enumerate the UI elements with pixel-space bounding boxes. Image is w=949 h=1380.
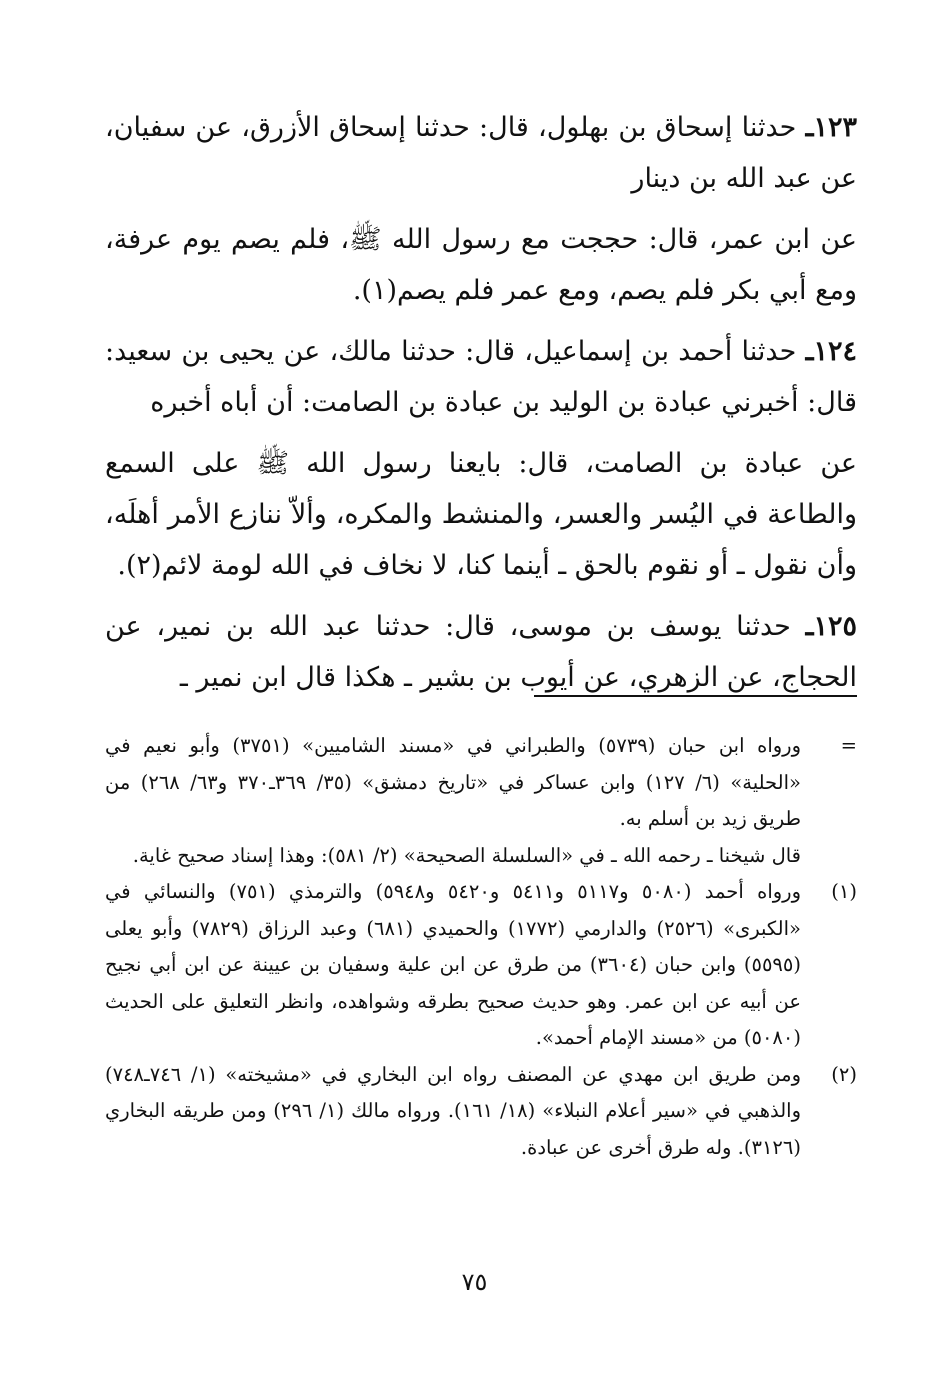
hadith-125-isnad — [105, 601, 857, 703]
footnote-text: ورواه ابن حبان (٥٧٣٩) والطبراني في «مسند الشاميين» (٣٧٥١) وأبو نعيم في «الحلية» (٦/ ١٢٧) وابن عساكر في «تاريخ دمشق» (٣٥/ ٣٦٩ـ٣٧٠ و٦٣/ ٢٦٨) من طريق زيد بن أسلم به. — [105, 734, 802, 830]
footnote-marker: (٢) — [831, 1062, 857, 1086]
main-text — [105, 102, 857, 713]
footnote-divider — [534, 695, 857, 697]
footnote-marker: (١) — [831, 880, 857, 903]
footnote-marker: = — [840, 734, 857, 757]
footnotes — [105, 728, 857, 1166]
footnote-1 — [105, 874, 857, 1057]
footnote-text: ومن طريق ابن مهدي عن المصنف رواه ابن البخاري في «مشيخته» (١/ ٧٤٦ـ٧٤٨) والذهبي في «سير أعلام النبلاء» (١٨/ ١٦١). ورواه مالك (١/ ٢٩٦) ومن طريقه البخاري (٣١٢٦). وله طرق أخرى عن عبادة. — [105, 1062, 801, 1159]
isnad-text: حدثنا يوسف بن موسى، قال: حدثنا عبد الله بن نمير، عن الحجاج، عن الزهري، عن أيوب بن بشير ـ هكذا قال ابن نمير ـ — [105, 611, 857, 693]
hadith-number: ١٢٣ـ — [805, 112, 857, 143]
footnote-text: ورواه أحمد (٥٠٨٠ و٥١١٧ و٥٤١١ و٥٤٢٠ و٥٩٤٨) والترمذي (٧٥١) والنسائي في «الكبرى» (٢٥٢٦) والدارمي (١٧٧٢) والحميدي (٦٨١) وعبد الرزاق (٧٨٢٩) وأبو يعلى (٥٥٩٥) وابن حبان (٣٦٠٤) من طرق عن ابن علية وسفيان بن عيينة عن ابن أبي نجيح عن أبيه عن ابن عمر. وهو حديث صحيح بطرقه وشواهده، وانظر التعليق على الحديث (٥٠٨٠) من «مسند الإمام أحمد». — [105, 880, 801, 1049]
hadith-124-matn: عن عبادة بن الصامت، قال: بايعنا رسول الله ﷺ على السمع والطاعة في اليُسر والعسر، والمنشط والمكره، وألاّ ننازع الأمر أهلَه، وأن نقول ـ أو نقوم بالحق ـ أينما كنا، لا نخاف في الله لومة لائم(٢). — [105, 448, 857, 581]
hadith-number: ١٢٤ـ — [805, 336, 857, 367]
isnad-text: حدثنا إسحاق بن بهلول، قال: حدثنا إسحاق الأزرق، عن سفيان، عن عبد الله بن دينار — [105, 112, 857, 194]
isnad-text: حدثنا أحمد بن إسماعيل، قال: حدثنا مالك، عن يحيى بن سعيد: قال: أخبرني عبادة بن الوليد بن عبادة بن الصامت: أن أباه أخبره — [105, 336, 857, 418]
hadith-124-isnad — [105, 326, 857, 428]
page-number: ٧٥ — [461, 1268, 488, 1296]
hadith-123-isnad — [105, 102, 857, 204]
footnote-2 — [105, 1057, 857, 1167]
hadith-number: ١٢٥ـ — [805, 611, 857, 642]
hadith-123-matn: عن ابن عمر، قال: حججت مع رسول الله ﷺ، فلم يصم يوم عرفة، ومع أبي بكر فلم يصم، ومع عمر فلم يصم(١). — [105, 224, 857, 306]
footnote-text: قال شيخنا ـ رحمه الله ـ في «السلسلة الصحيحة» (٢/ ٥٨١): وهذا إسناد صحيح غاية. — [132, 843, 801, 867]
footnote-continued — [105, 728, 857, 874]
